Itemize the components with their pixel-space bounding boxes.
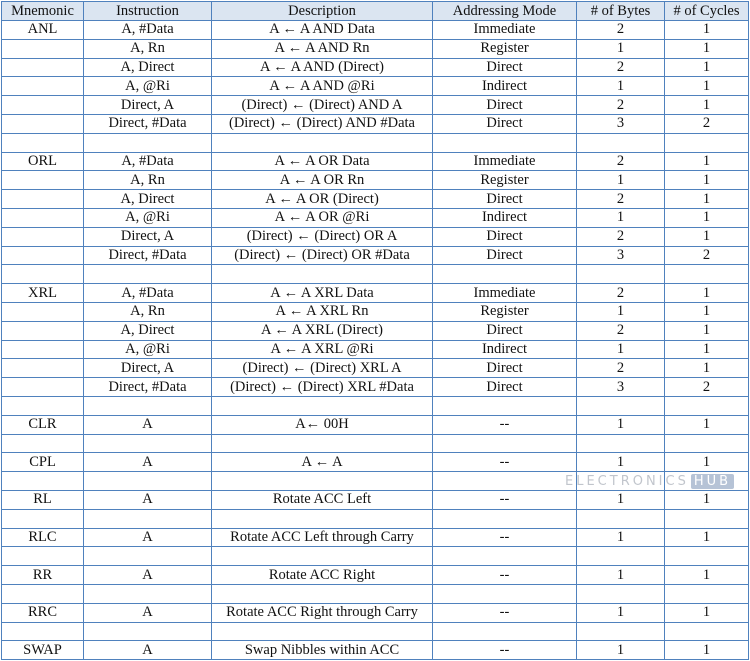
- table-row: [2, 208, 749, 227]
- cell-description: A ← A AND (Direct): [212, 58, 433, 77]
- cell-cycles: 1: [665, 603, 749, 622]
- cell-mnemonic: XRL: [2, 284, 84, 303]
- logical-instructions-table: [1, 1, 749, 660]
- table-row: [2, 321, 749, 340]
- cell-description: Rotate ACC Right through Carry: [212, 603, 433, 622]
- cell-mnemonic: RL: [2, 490, 84, 509]
- cell-cycles: 1: [665, 227, 749, 246]
- cell-cycles: 1: [665, 171, 749, 190]
- cell-addressing-mode: [433, 584, 577, 603]
- cell-mnemonic: ANL: [2, 21, 84, 40]
- cell-cycles: 1: [665, 96, 749, 115]
- cell-addressing-mode: Direct: [433, 227, 577, 246]
- table-row: [2, 453, 749, 472]
- cell-addressing-mode: Direct: [433, 58, 577, 77]
- cell-mnemonic: [2, 340, 84, 359]
- cell-cycles: 2: [665, 246, 749, 265]
- cell-instruction: Direct, A: [84, 227, 212, 246]
- cell-addressing-mode: --: [433, 566, 577, 585]
- cell-description: [212, 133, 433, 152]
- cell-addressing-mode: [433, 547, 577, 566]
- cell-mnemonic: [2, 246, 84, 265]
- cell-cycles: [665, 472, 749, 491]
- cell-instruction: [84, 396, 212, 415]
- cell-addressing-mode: Immediate: [433, 21, 577, 40]
- cell-bytes: [577, 622, 665, 641]
- cell-instruction: Direct, #Data: [84, 378, 212, 397]
- cell-cycles: 1: [665, 39, 749, 58]
- spacer-row: [2, 622, 749, 641]
- cell-addressing-mode: --: [433, 603, 577, 622]
- watermark-text: ELECTRONICS: [565, 474, 689, 489]
- cell-description: A ← A AND Data: [212, 21, 433, 40]
- cell-addressing-mode: Indirect: [433, 208, 577, 227]
- spacer-row: [2, 434, 749, 453]
- cell-instruction: Direct, A: [84, 359, 212, 378]
- cell-bytes: [577, 584, 665, 603]
- cell-instruction: A, Rn: [84, 171, 212, 190]
- table-row: [2, 152, 749, 171]
- table-row: [2, 302, 749, 321]
- cell-cycles: [665, 265, 749, 284]
- cell-cycles: 1: [665, 453, 749, 472]
- cell-instruction: [84, 509, 212, 528]
- header-instruction: Instruction: [84, 2, 212, 21]
- cell-mnemonic: [2, 114, 84, 133]
- cell-description: (Direct) ← (Direct) OR #Data: [212, 246, 433, 265]
- cell-bytes: 2: [577, 321, 665, 340]
- cell-instruction: [84, 133, 212, 152]
- header-bytes: # of Bytes: [577, 2, 665, 21]
- table-body: [2, 21, 749, 660]
- table-row: [2, 77, 749, 96]
- cell-bytes: [577, 133, 665, 152]
- cell-addressing-mode: [433, 396, 577, 415]
- cell-cycles: [665, 396, 749, 415]
- cell-description: (Direct) ← (Direct) XRL #Data: [212, 378, 433, 397]
- cell-addressing-mode: Direct: [433, 96, 577, 115]
- cell-instruction: [84, 547, 212, 566]
- cell-description: [212, 547, 433, 566]
- cell-bytes: 2: [577, 58, 665, 77]
- cell-mnemonic: SWAP: [2, 641, 84, 660]
- header-cycles: # of Cycles: [665, 2, 749, 21]
- cell-bytes: 1: [577, 453, 665, 472]
- cell-mnemonic: RLC: [2, 528, 84, 547]
- cell-mnemonic: [2, 321, 84, 340]
- cell-instruction: A, Rn: [84, 302, 212, 321]
- cell-instruction: A, #Data: [84, 152, 212, 171]
- cell-mnemonic: [2, 472, 84, 491]
- cell-instruction: A: [84, 453, 212, 472]
- cell-instruction: A, #Data: [84, 21, 212, 40]
- table-row: [2, 566, 749, 585]
- table-row: [2, 490, 749, 509]
- cell-instruction: A: [84, 641, 212, 660]
- header-description: Description: [212, 2, 433, 21]
- spacer-row: [2, 547, 749, 566]
- cell-description: [212, 434, 433, 453]
- cell-description: A ← A: [212, 453, 433, 472]
- cell-cycles: 1: [665, 321, 749, 340]
- table-row: [2, 39, 749, 58]
- cell-bytes: 1: [577, 566, 665, 585]
- cell-addressing-mode: Direct: [433, 190, 577, 209]
- cell-mnemonic: [2, 359, 84, 378]
- cell-addressing-mode: Direct: [433, 359, 577, 378]
- cell-description: [212, 396, 433, 415]
- cell-instruction: A, @Ri: [84, 77, 212, 96]
- cell-mnemonic: [2, 434, 84, 453]
- cell-mnemonic: [2, 396, 84, 415]
- cell-mnemonic: RRC: [2, 603, 84, 622]
- cell-cycles: 1: [665, 77, 749, 96]
- cell-mnemonic: [2, 133, 84, 152]
- cell-instruction: [84, 622, 212, 641]
- cell-bytes: [577, 265, 665, 284]
- cell-instruction: A, Direct: [84, 58, 212, 77]
- cell-cycles: [665, 133, 749, 152]
- cell-bytes: 1: [577, 528, 665, 547]
- cell-mnemonic: RR: [2, 566, 84, 585]
- cell-bytes: 2: [577, 359, 665, 378]
- table-row: [2, 246, 749, 265]
- cell-mnemonic: [2, 622, 84, 641]
- cell-bytes: 2: [577, 152, 665, 171]
- cell-addressing-mode: [433, 622, 577, 641]
- cell-bytes: [577, 396, 665, 415]
- cell-instruction: A: [84, 490, 212, 509]
- cell-addressing-mode: [433, 265, 577, 284]
- cell-description: A ← A XRL Data: [212, 284, 433, 303]
- cell-description: Rotate ACC Left through Carry: [212, 528, 433, 547]
- cell-cycles: 1: [665, 58, 749, 77]
- cell-cycles: 2: [665, 114, 749, 133]
- cell-instruction: A, Direct: [84, 321, 212, 340]
- cell-mnemonic: CPL: [2, 453, 84, 472]
- cell-instruction: [84, 584, 212, 603]
- cell-description: (Direct) ← (Direct) OR A: [212, 227, 433, 246]
- cell-cycles: 2: [665, 378, 749, 397]
- header-row: [2, 2, 749, 21]
- cell-addressing-mode: --: [433, 490, 577, 509]
- cell-cycles: [665, 622, 749, 641]
- cell-bytes: [577, 434, 665, 453]
- table-row: [2, 641, 749, 660]
- cell-bytes: [577, 509, 665, 528]
- cell-mnemonic: [2, 265, 84, 284]
- cell-instruction: A, Direct: [84, 190, 212, 209]
- cell-cycles: 1: [665, 21, 749, 40]
- cell-addressing-mode: Indirect: [433, 340, 577, 359]
- cell-cycles: 1: [665, 415, 749, 434]
- cell-instruction: [84, 472, 212, 491]
- cell-instruction: A: [84, 603, 212, 622]
- cell-cycles: [665, 584, 749, 603]
- cell-description: [212, 622, 433, 641]
- cell-bytes: 1: [577, 302, 665, 321]
- cell-addressing-mode: [433, 509, 577, 528]
- cell-description: Swap Nibbles within ACC: [212, 641, 433, 660]
- cell-cycles: 1: [665, 641, 749, 660]
- spacer-row: [2, 265, 749, 284]
- cell-bytes: 2: [577, 96, 665, 115]
- watermark-badge: HUB: [691, 474, 734, 489]
- cell-mnemonic: [2, 302, 84, 321]
- cell-bytes: 1: [577, 77, 665, 96]
- cell-bytes: 2: [577, 21, 665, 40]
- cell-description: A ← A AND @Ri: [212, 77, 433, 96]
- cell-description: Rotate ACC Right: [212, 566, 433, 585]
- cell-cycles: 1: [665, 190, 749, 209]
- cell-mnemonic: ORL: [2, 152, 84, 171]
- cell-bytes: 1: [577, 340, 665, 359]
- cell-description: A← 00H: [212, 415, 433, 434]
- cell-addressing-mode: Register: [433, 171, 577, 190]
- table-row: [2, 171, 749, 190]
- cell-addressing-mode: Immediate: [433, 284, 577, 303]
- cell-bytes: 3: [577, 114, 665, 133]
- cell-mnemonic: [2, 378, 84, 397]
- cell-cycles: [665, 509, 749, 528]
- cell-bytes: 3: [577, 246, 665, 265]
- table-row: [2, 378, 749, 397]
- cell-addressing-mode: Direct: [433, 246, 577, 265]
- cell-instruction: Direct, A: [84, 96, 212, 115]
- table-row: [2, 528, 749, 547]
- cell-addressing-mode: --: [433, 453, 577, 472]
- cell-description: A ← A OR @Ri: [212, 208, 433, 227]
- cell-mnemonic: [2, 584, 84, 603]
- cell-cycles: [665, 434, 749, 453]
- table-row: [2, 284, 749, 303]
- cell-addressing-mode: --: [433, 641, 577, 660]
- cell-addressing-mode: Direct: [433, 378, 577, 397]
- cell-mnemonic: [2, 208, 84, 227]
- spacer-row: [2, 396, 749, 415]
- spacer-row: [2, 584, 749, 603]
- table-row: [2, 603, 749, 622]
- table-row: [2, 96, 749, 115]
- cell-mnemonic: [2, 190, 84, 209]
- cell-cycles: 1: [665, 152, 749, 171]
- table-row: [2, 227, 749, 246]
- cell-mnemonic: [2, 77, 84, 96]
- cell-instruction: A, @Ri: [84, 208, 212, 227]
- cell-cycles: 1: [665, 566, 749, 585]
- cell-mnemonic: CLR: [2, 415, 84, 434]
- cell-description: [212, 472, 433, 491]
- cell-bytes: [577, 472, 665, 491]
- cell-addressing-mode: Indirect: [433, 77, 577, 96]
- table-header: [2, 2, 749, 21]
- cell-instruction: [84, 265, 212, 284]
- cell-mnemonic: [2, 39, 84, 58]
- table-row: [2, 190, 749, 209]
- cell-cycles: 1: [665, 340, 749, 359]
- table-row: [2, 340, 749, 359]
- cell-cycles: 1: [665, 284, 749, 303]
- spacer-row: [2, 509, 749, 528]
- cell-addressing-mode: Immediate: [433, 152, 577, 171]
- table-row: [2, 58, 749, 77]
- header-addressing-mode: Addressing Mode: [433, 2, 577, 21]
- cell-bytes: [577, 547, 665, 566]
- cell-addressing-mode: [433, 434, 577, 453]
- cell-addressing-mode: Register: [433, 39, 577, 58]
- cell-description: (Direct) ← (Direct) AND A: [212, 96, 433, 115]
- cell-instruction: A: [84, 415, 212, 434]
- cell-bytes: 1: [577, 490, 665, 509]
- cell-mnemonic: [2, 227, 84, 246]
- cell-description: [212, 584, 433, 603]
- cell-instruction: A, @Ri: [84, 340, 212, 359]
- table-row: [2, 21, 749, 40]
- cell-cycles: 1: [665, 359, 749, 378]
- cell-addressing-mode: [433, 472, 577, 491]
- table-row: [2, 114, 749, 133]
- cell-description: A ← A XRL (Direct): [212, 321, 433, 340]
- cell-mnemonic: [2, 509, 84, 528]
- cell-description: A ← A XRL @Ri: [212, 340, 433, 359]
- cell-addressing-mode: Register: [433, 302, 577, 321]
- cell-instruction: [84, 434, 212, 453]
- cell-description: (Direct) ← (Direct) AND #Data: [212, 114, 433, 133]
- cell-cycles: 1: [665, 208, 749, 227]
- cell-instruction: Direct, #Data: [84, 246, 212, 265]
- spacer-row: [2, 133, 749, 152]
- cell-description: A ← A AND Rn: [212, 39, 433, 58]
- cell-bytes: 1: [577, 603, 665, 622]
- table-row: [2, 359, 749, 378]
- cell-cycles: 1: [665, 302, 749, 321]
- cell-bytes: 1: [577, 415, 665, 434]
- cell-description: A ← A OR Data: [212, 152, 433, 171]
- cell-instruction: A: [84, 566, 212, 585]
- cell-bytes: 2: [577, 227, 665, 246]
- cell-cycles: [665, 547, 749, 566]
- cell-description: A ← A OR (Direct): [212, 190, 433, 209]
- cell-description: Rotate ACC Left: [212, 490, 433, 509]
- table-row: [2, 415, 749, 434]
- cell-bytes: 1: [577, 171, 665, 190]
- cell-bytes: 1: [577, 641, 665, 660]
- cell-addressing-mode: [433, 133, 577, 152]
- cell-description: (Direct) ← (Direct) XRL A: [212, 359, 433, 378]
- cell-addressing-mode: --: [433, 528, 577, 547]
- cell-description: A ← A XRL Rn: [212, 302, 433, 321]
- cell-description: [212, 265, 433, 284]
- cell-description: A ← A OR Rn: [212, 171, 433, 190]
- cell-addressing-mode: Direct: [433, 114, 577, 133]
- cell-addressing-mode: Direct: [433, 321, 577, 340]
- cell-cycles: 1: [665, 490, 749, 509]
- cell-bytes: 2: [577, 190, 665, 209]
- cell-mnemonic: [2, 96, 84, 115]
- cell-bytes: 1: [577, 39, 665, 58]
- cell-instruction: A, #Data: [84, 284, 212, 303]
- cell-bytes: 3: [577, 378, 665, 397]
- cell-cycles: 1: [665, 528, 749, 547]
- cell-instruction: A, Rn: [84, 39, 212, 58]
- cell-bytes: 1: [577, 208, 665, 227]
- cell-mnemonic: [2, 547, 84, 566]
- header-mnemonic: Mnemonic: [2, 2, 84, 21]
- cell-mnemonic: [2, 171, 84, 190]
- spacer-row: [2, 472, 749, 491]
- cell-addressing-mode: --: [433, 415, 577, 434]
- cell-bytes: 2: [577, 284, 665, 303]
- cell-description: [212, 509, 433, 528]
- cell-instruction: Direct, #Data: [84, 114, 212, 133]
- cell-mnemonic: [2, 58, 84, 77]
- cell-instruction: A: [84, 528, 212, 547]
